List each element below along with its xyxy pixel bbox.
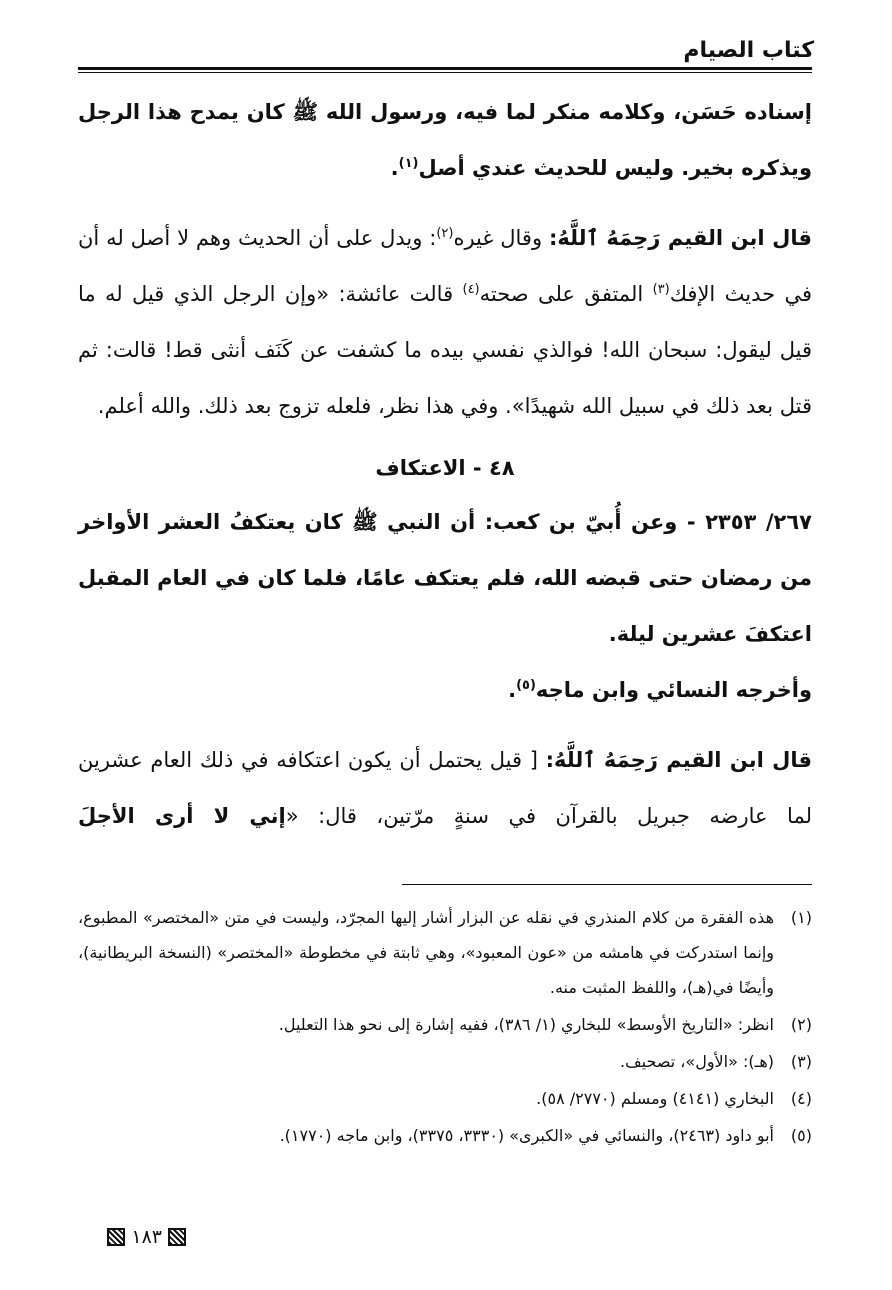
footnote-ref-1[interactable]: (١) bbox=[398, 156, 419, 171]
paragraph-isnad bbox=[78, 84, 812, 196]
footnote-separator bbox=[402, 884, 812, 885]
commentary-bold-tail: إني لا أرى الأجلَ bbox=[78, 804, 286, 828]
footnote-4 bbox=[78, 1081, 812, 1116]
paragraph-isnad-end: . bbox=[390, 156, 399, 180]
takhrij-line bbox=[78, 662, 812, 718]
footnote-2 bbox=[78, 1007, 812, 1042]
footnote-3 bbox=[78, 1044, 812, 1079]
page-number-value: ١٨٣ bbox=[131, 1226, 162, 1248]
footnote-text: أبو داود (٢٤٦٣)، والنسائي في «الكبرى» (٣٣٣٠، ٣٣٧٥)، وابن ماجه (١٧٧٠). bbox=[279, 1126, 774, 1145]
header-rule-thick bbox=[78, 67, 812, 70]
ornament-icon bbox=[107, 1228, 125, 1246]
paragraph-ibn-qayyim-2 bbox=[78, 732, 812, 844]
p2-text-d: قالت عائشة: «وإن الرجل الذي قيل له ما قيل ليقول: سبحان الله! فوالذي نفسي بيده ما كشفت عن كَنَف أنثى قط! قالت: ثم قتل بعد ذلك في سبيل الله شهيدًا». وفي هذا نظر، فلعله تزوج بعد ذلك. والله أعلم. bbox=[78, 282, 812, 418]
ibn-qayyim-lead-1: قال ابن القيم رَحِمَهُ ٱللَّهُ: bbox=[548, 226, 812, 250]
p2-text-b: : ويدل على أن الحديث وهم لا أصل له أن في حديث الإفك bbox=[78, 226, 813, 306]
footnote-number: (١) bbox=[790, 908, 812, 927]
main-text bbox=[78, 84, 812, 844]
header-rule-thin bbox=[78, 72, 812, 73]
footnote-ref-5[interactable]: (٥) bbox=[516, 678, 536, 693]
footnote-number: (٤) bbox=[790, 1089, 812, 1108]
commentary-text: [ قيل يحتمل أن يكون اعتكافه في ذلك العام عشرين لما عارضه جبريل بالقرآن في سنةٍ مرّتين، قال: « bbox=[78, 748, 812, 828]
running-header-title: كتاب الصيام bbox=[683, 38, 814, 63]
footnote-ref-4[interactable]: (٤) bbox=[462, 282, 480, 297]
ornament-icon bbox=[168, 1228, 186, 1246]
section-heading: ٤٨ - الاعتكاف bbox=[375, 456, 515, 480]
page-number bbox=[80, 1222, 186, 1252]
p2-text-c: المتفق على صحته bbox=[479, 282, 653, 306]
footnote-number: (٥) bbox=[790, 1126, 812, 1145]
footnote-text: انظر: «التاريخ الأوسط» للبخاري (١/ ٣٨٦)، ففيه إشارة إلى نحو هذا التعليل. bbox=[278, 1015, 774, 1034]
p2-text-a: وقال غيره bbox=[453, 226, 549, 250]
footnote-number: (٢) bbox=[790, 1015, 812, 1034]
footnote-text: (هـ): «الأول»، تصحيف. bbox=[620, 1052, 774, 1071]
footnote-text: هذه الفقرة من كلام المنذري في نقله عن البزار أشار إليها المجرّد، وليست في متن «المختصر» المطبوع، وإنما استدركت في هامشه من «عون المعبود»، وهي ثابتة في مخطوطة «المختصر» (النسخة البريطانية)، وأيضًا في(هـ)، واللفظ المثبت منه. bbox=[78, 908, 774, 997]
ibn-qayyim-lead-2: قال ابن القيم رَحِمَهُ ٱللَّهُ: bbox=[545, 748, 812, 772]
footnote-5 bbox=[78, 1118, 812, 1153]
footnote-number: (٣) bbox=[790, 1052, 812, 1071]
footnotes bbox=[78, 900, 812, 1155]
footnote-text: البخاري (٤١٤١) ومسلم (٢٧٧٠/ ٥٨). bbox=[536, 1089, 774, 1108]
paragraph-ibn-qayyim-1 bbox=[78, 210, 812, 434]
footnote-ref-3[interactable]: (٣) bbox=[652, 282, 670, 297]
footnote-ref-2[interactable]: (٢) bbox=[436, 226, 454, 241]
takhrij-end: . bbox=[508, 678, 517, 702]
paragraph-isnad-text: إسناده حَسَن، وكلامه منكر لما فيه، ورسول الله ﷺ كان يمدح هذا الرجل ويذكره بخير. وليس للحديث عندي أصل bbox=[78, 100, 812, 180]
takhrij-text: وأخرجه النسائي وابن ماجه bbox=[535, 678, 812, 702]
footnote-1 bbox=[78, 900, 812, 1005]
hadith-text: ٢٦٧/ ٢٣٥٣ - وعن أُبيّ بن كعب: أن النبي ﷺ كان يعتكفُ العشر الأواخر من رمضان حتى قبضه الله، فلم يعتكف عامًا، فلما كان في العام المقبل اعتكفَ عشرين ليلة. bbox=[78, 510, 812, 646]
